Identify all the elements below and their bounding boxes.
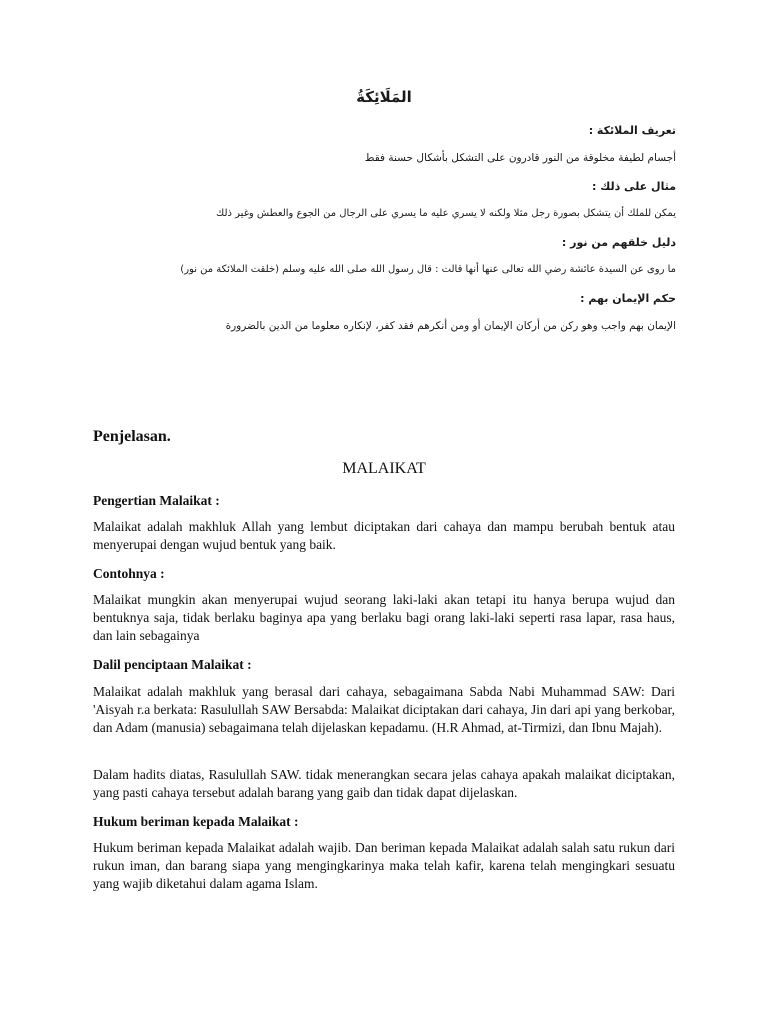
arabic-definition-text: أجسام لطيفة مخلوقة من النور قادرون على التشكل بأشكال حسنة فقط [364, 152, 676, 164]
arabic-definition-heading: تعريف الملائكة : [588, 124, 676, 137]
paragraph-pengertian: Malaikat adalah makhluk Allah yang lembut diciptakan dari cahaya dan mampu berubah bentuk atau menyerupai dengan wujud bentuk yang baik. [93, 519, 675, 552]
paragraph-contohnya: Malaikat mungkin akan menyerupai wujud seorang laki-laki akan tetapi itu hanya berupa wujud dan bentuknya saja, tidak berlaku baginya apa yang berlaku bagi orang laki-laki seperti rasa lapar, rasa haus, dan lain sebagainya [93, 592, 675, 643]
arabic-evidence-text: ما روى عن السيدة عائشة رضي الله تعالى عنها أنها قالت : قال رسول الله صلى الله عليه وسلم (خلقت الملائكة من نور) [180, 264, 676, 275]
section-heading-hukum: Hukum beriman kepada Malaikat : [93, 814, 299, 829]
malaikat-title: MALAIKAT [342, 460, 426, 477]
section-heading-contohnya: Contohnya : [93, 566, 165, 581]
arabic-ruling-text: الإيمان بهم واجب وهو ركن من أركان الإيمان أو ومن أنكرهم فقد كفر، لإنكاره معلوما من الدين بالضرورة [225, 320, 676, 332]
paragraph-dalil-2: Dalam hadits diatas, Rasulullah SAW. tidak menerangkan secara jelas cahaya apakah malaikat diciptakan, yang pasti cahaya tersebut adalah barang yang gaib dan tidak dapat dijelaskan. [93, 767, 675, 800]
section-heading-pengertian: Pengertian Malaikat : [93, 493, 220, 508]
arabic-example-text: يمكن للملك أن يتشكل بصورة رجل مثلا ولكنه لا يسري عليه ما يسري على الرجال من الجوع والعطش وغير ذلك [216, 208, 676, 219]
arabic-ruling-heading: حكم الإيمان بهم : [580, 292, 676, 305]
paragraph-hukum: Hukum beriman kepada Malaikat adalah wajib. Dan beriman kepada Malaikat adalah salah satu rukun dari rukun iman, dan barang siapa yang mengingkarinya maka telah kafir, karena telah mengingkari sesuatu yang wajib diketahui dalam agama Islam. [93, 840, 675, 891]
arabic-example-heading: مثال على ذلك : [591, 180, 676, 193]
section-heading-dalil: Dalil penciptaan Malaikat : [93, 657, 252, 672]
paragraph-dalil-1: Malaikat adalah makhluk yang berasal dari cahaya, sebagaimana Sabda Nabi Muhammad SAW: Dari 'Aisyah r.a berkata: Rasulullah SAW Bersabda: Malaikat diciptakan dari cahaya, Jin dari api yang berkobar, dan Adam (manusia) sebagaimana telah dijelaskan kepadamu. (H.R Ahmad, at-Tirmizi, dan Ibnu Majah). [93, 684, 675, 735]
arabic-title: المَلَائِكَةُ [356, 88, 412, 106]
penjelasan-heading: Penjelasan. [93, 428, 171, 445]
arabic-evidence-heading: دليل خلقهم من نور : [561, 236, 676, 249]
